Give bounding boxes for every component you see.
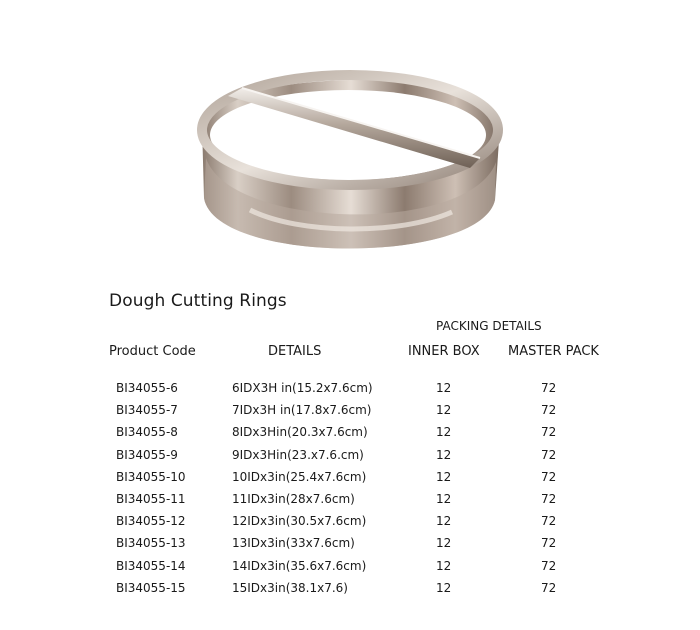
inner-box-cell: 12 xyxy=(436,403,452,418)
inner-box-cell: 12 xyxy=(436,580,452,595)
product-code-header: Product Code xyxy=(109,344,196,359)
table-row xyxy=(0,470,700,492)
details-cell: 8IDx3Hin(20.3x7.6cm) xyxy=(232,425,368,440)
product-table xyxy=(0,381,700,603)
product-code-cell: BI34055-9 xyxy=(116,447,178,462)
inner-box-cell: 12 xyxy=(436,425,452,440)
details-cell: 10IDx3in(25.4x7.6cm) xyxy=(232,469,367,484)
inner-box-cell: 12 xyxy=(436,381,452,395)
product-code-cell: BI34055-14 xyxy=(116,558,186,573)
product-code-cell: BI34055-12 xyxy=(116,514,186,529)
inner-box-cell: 12 xyxy=(436,447,452,462)
table-row xyxy=(0,448,700,470)
details-cell: 13IDx3in(33x7.6cm) xyxy=(232,536,355,551)
product-code-cell: BI34055-7 xyxy=(116,403,178,418)
table-row xyxy=(0,581,700,603)
inner-box-cell: 12 xyxy=(436,558,452,573)
table-row xyxy=(0,492,700,514)
master-pack-cell: 72 xyxy=(541,381,557,395)
master-pack-cell: 72 xyxy=(541,514,557,529)
details-cell: 12IDx3in(30.5x7.6cm) xyxy=(232,514,367,529)
product-code-cell: BI34055-6 xyxy=(116,381,178,395)
table-row xyxy=(0,403,700,425)
master-pack-cell: 72 xyxy=(541,425,557,440)
product-code-cell: BI34055-13 xyxy=(116,536,186,551)
master-pack-cell: 72 xyxy=(541,447,557,462)
master-pack-cell: 72 xyxy=(541,558,557,573)
details-cell: 14IDx3in(35.6x7.6cm) xyxy=(232,558,367,573)
product-code-cell: BI34055-11 xyxy=(116,491,186,506)
table-row xyxy=(0,559,700,581)
details-header: DETAILS xyxy=(268,344,322,359)
master-pack-cell: 72 xyxy=(541,491,557,506)
master-pack-cell: 72 xyxy=(541,403,557,418)
details-cell: 6IDX3H in(15.2x7.6cm) xyxy=(232,381,373,395)
inner-box-cell: 12 xyxy=(436,491,452,506)
dough-ring-image xyxy=(190,40,510,270)
product-code-cell: BI34055-8 xyxy=(116,425,178,440)
inner-box-cell: 12 xyxy=(436,514,452,529)
master-pack-cell: 72 xyxy=(541,536,557,551)
details-cell: 15IDx3in(38.1x7.6) xyxy=(232,580,348,595)
inner-box-cell: 12 xyxy=(436,469,452,484)
details-cell: 11IDx3in(28x7.6cm) xyxy=(232,491,355,506)
product-code-cell: BI34055-15 xyxy=(116,580,186,595)
master-pack-header: MASTER PACK xyxy=(508,344,599,359)
page-title: Dough Cutting Rings xyxy=(109,291,287,311)
table-row xyxy=(0,536,700,558)
table-row xyxy=(0,381,700,403)
details-cell: 7IDx3H in(17.8x7.6cm) xyxy=(232,403,372,418)
table-row xyxy=(0,514,700,536)
table-row xyxy=(0,425,700,447)
master-pack-cell: 72 xyxy=(541,580,557,595)
inner-box-cell: 12 xyxy=(436,536,452,551)
inner-box-header: INNER BOX xyxy=(408,344,480,359)
packing-details-header: PACKING DETAILS xyxy=(436,319,542,333)
details-cell: 9IDx3Hin(23.x7.6.cm) xyxy=(232,447,364,462)
product-code-cell: BI34055-10 xyxy=(116,469,186,484)
master-pack-cell: 72 xyxy=(541,469,557,484)
